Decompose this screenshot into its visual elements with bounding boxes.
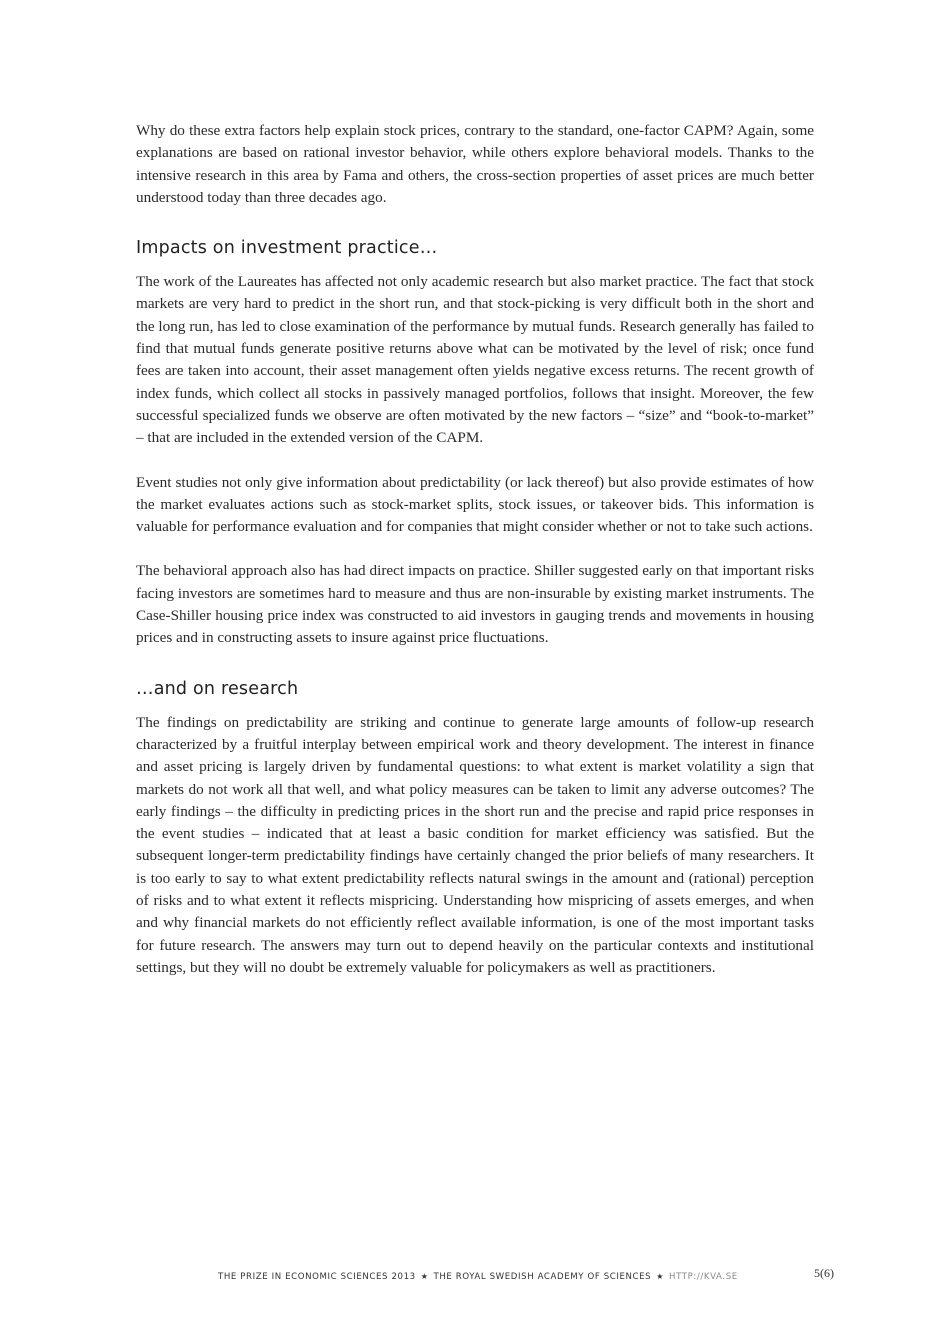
page-number: 5(6) <box>814 1266 834 1280</box>
page-footer <box>0 1271 950 1285</box>
page-body <box>136 120 814 1001</box>
section-heading-research: …and on research <box>136 678 299 699</box>
footer-credit-line <box>218 1271 738 1283</box>
star-separator-icon: ★ <box>656 1272 665 1281</box>
paragraph-practice-3: The behavioral approach also has had direct impacts on practice. Shiller suggested early on that important risks facing investors are sometimes hard to measure and thus are non-insurable by existing market instruments. The Case-Shiller housing price index was constructed to aid investors in gauging trends and movements in housing prices and in constructing assets to insure against price fluctuations. <box>136 562 814 647</box>
footer-url-link[interactable]: HTTP://KVA.SE <box>669 1272 738 1282</box>
star-separator-icon: ★ <box>420 1272 429 1281</box>
paragraph-research-1: The findings on predictability are striking and continue to generate large amounts of follow-up research characterized by a fruitful interplay between empirical work and theory development. The interest in finance and asset pricing is largely driven by fundamental questions: to what extent is market volatility a sign that markets do not work all that well, and what policy measures can be taken to limit any adverse outcomes? The early findings – the difficulty in predicting prices in the short run and the precise and rapid price responses in the event studies – indicated that at least a basic condition for market efficiency was satisfied. But the subsequent longer-term predictability findings have certainly changed the prior beliefs of many researchers. It is too early to say to what extent predictability reflects natural swings in the amount and (rational) perception of risks and to what extent it reflects mispricing. Understanding how mispricing of assets emerges, and when and why financial markets do not efficiently reflect available information, is one of the most important tasks for future research. The answers may turn out to depend heavily on the particular contexts and institutional settings, but they will no doubt be extremely valuable for policymakers as well as practitioners. <box>136 713 814 976</box>
footer-academy-label: THE ROYAL SWEDISH ACADEMY OF SCIENCES <box>433 1272 652 1282</box>
paragraph-practice-2: Event studies not only give information about predictability (or lack thereof) but also provide estimates of how the market evaluates actions such as stock-market splits, stock issues, or takeover bids. This information is valuable for performance evaluation and for companies that might consider whether or not to take such actions. <box>136 473 814 536</box>
intro-paragraph: Why do these extra factors help explain stock prices, contrary to the standard, one-factor CAPM? Again, some explanations are based on rational investor behavior, while others explore behavioral models. Thanks to the intensive research in this area by Fama and others, the cross-section properties of asset prices are much better understood today than three decades ago. <box>136 122 814 206</box>
paragraph-practice-1: The work of the Laureates has affected not only academic research but also market practice. The fact that stock markets are very hard to predict in the short run, and that stock-picking is very difficult both in the short and the long run, has led to close examination of the performance by mutual funds. Research generally has failed to find that mutual funds generate positive returns above what can be motivated by the level of risk; once fund fees are taken into account, their asset management often yields negative excess returns. The recent growth of index funds, which collect all stocks in passively managed portfolios, follows that insight. Moreover, the few successful specialized funds we observe are often motivated by the new factors – “size” and “book-to-market” – that are included in the extended version of the CAPM. <box>136 273 814 447</box>
section-heading-practice: Impacts on investment practice… <box>136 238 438 259</box>
footer-prize-label: THE PRIZE IN ECONOMIC SCIENCES 2013 <box>218 1272 416 1282</box>
